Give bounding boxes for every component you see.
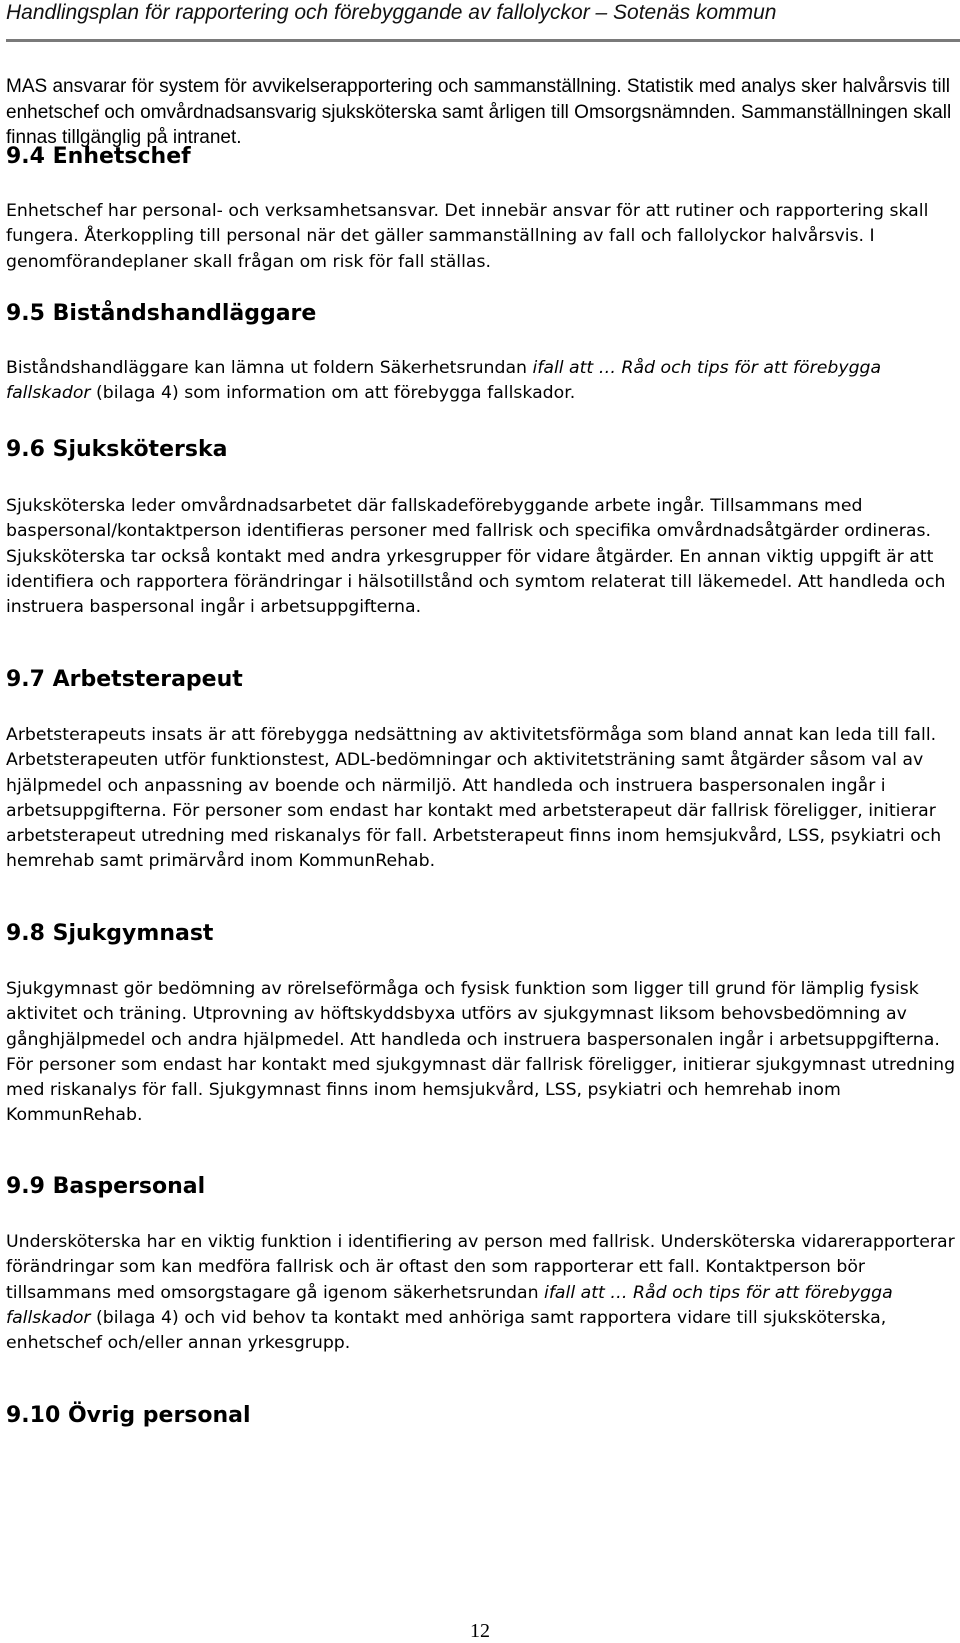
page-header [6,0,960,44]
page-number: 12 [470,1620,490,1642]
section-text-sjukskoterska: Sjuksköterska leder omvårdnadsarbetet där fallskadeförebyggande arbete ingår. Tillsammans med baspersonal/kontaktperson identifieras personer med fallrisk och specifika omvårdnadsåtgärder ordineras. Sjuksköterska tar också kontakt med andra yrkesgrupper för vidare åtgärder. En annan viktig uppgift är att identifiera och rapportera förändringar i hälsotillstånd och symtom relaterat till läkemedel. Att handleda och instruera baspersonal ingår i arbetsuppgifterna. [6,496,946,618]
section-text-sjukgymnast: Sjukgymnast gör bedömning av rörelseförmåga och fysisk funktion som ligger till grund för lämplig fysisk aktivitet och träning. Utprovning av höftskyddsbyxa utförs av sjukgymnast liksom behovsbedömning av gånghjälpmedel och andra hjälpmedel. Att handleda och instruera baspersonalen ingår i arbetsuppgifterna. För personer som endast har kontakt med sjukgymnast där fallrisk föreligger, initierar sjukgymnast utredning med riskanalys för fall. Sjukgymnast finns inom hemsjukvård, LSS, psykiatri och hemrehab inom KommunRehab. [6,979,956,1126]
section-text-arbetsterapeut: Arbetsterapeuts insats är att förebygga nedsättning av aktivitetsförmåga som bland annat kan leda till fall. Arbetsterapeuten utför funktionstest, ADL-bedömningar och aktivitetsträning samt åtgärder såsom val av hjälpmedel och anpassning av boende och närmiljö. Att handleda och instruera baspersonalen ingår i arbetsuppgifterna. För personer som endast har kontakt med arbetsterapeut där fallrisk föreligger, initierar arbetsterapeut utredning med riskanalys för fall. Arbetsterapeut finns inom hemsjukvård, LSS, psykiatri och hemrehab samt primärvård inom KommunRehab. [6,725,942,872]
text-segment: (bilaga 4) som information om att förebygga fallskador. [90,383,576,404]
folder-title-italic: ifall att … Råd och tips för att förebygga fallskador [6,358,882,404]
section-heading-sjukskoterska: 9.6 Sjuksköterska [6,437,228,462]
section-text-enhetschef: Enhetschef har personal- och verksamhetsansvar. Det innebär ansvar för att rutiner och rapportering skall fungera. Återkoppling till personal när det gäller sammanställning av fall och fallolyckor halvårsvis. I genomförandeplaner skall frågan om risk för fall ställas. [6,201,929,272]
section-text-baspersonal [6,1230,958,1356]
section-heading-enhetschef: 9.4 Enhetschef [6,144,191,169]
text-segment: Undersköterska har en viktig funktion i identifiering av person med fallrisk. Undersköterska vidarerapporterar förändringar som kan medföra fallrisk och är oftast den som rapporterar ett fall. Kontaktperson bör tillsammans med omsorgstagare gå igenom säkerhetsrundan [6,1232,955,1303]
section-heading-ovrig-personal: 9.10 Övrig personal [6,1403,251,1428]
text-segment: Biståndshandläggare kan lämna ut foldern Säkerhetsrundan [6,358,533,378]
section-text-bistandshandlaggare [6,356,958,407]
section-heading-arbetsterapeut: 9.7 Arbetsterapeut [6,667,243,692]
section-heading-baspersonal: 9.9 Baspersonal [6,1174,206,1199]
intro-paragraph: MAS ansvarar för system för avvikelserapportering och sammanställning. Statistik med analys sker halvårsvis till enhetschef och omvårdnadsansvarig sjuksköterska samt årligen till Omsorgsnämnden. Sammanställningen skall finnas tillgänglig på intranet. [6,76,952,148]
section-heading-sjukgymnast: 9.8 Sjukgymnast [6,921,214,946]
text-segment: (bilaga 4) och vid behov ta kontakt med anhöriga samt rapportera vidare till sjuksköterska, enhetschef och/eller annan yrkesgrupp. [6,1307,887,1354]
document-title: Handlingsplan för rapportering och förebyggande av fallolyckor – Sotenäs kommun [6,1,777,24]
section-heading-bistandshandlaggare: 9.5 Biståndshandläggare [6,301,317,326]
header-divider [6,39,960,42]
folder-title-italic: ifall att … Råd och tips för att förebygga fallskador [6,1282,893,1328]
